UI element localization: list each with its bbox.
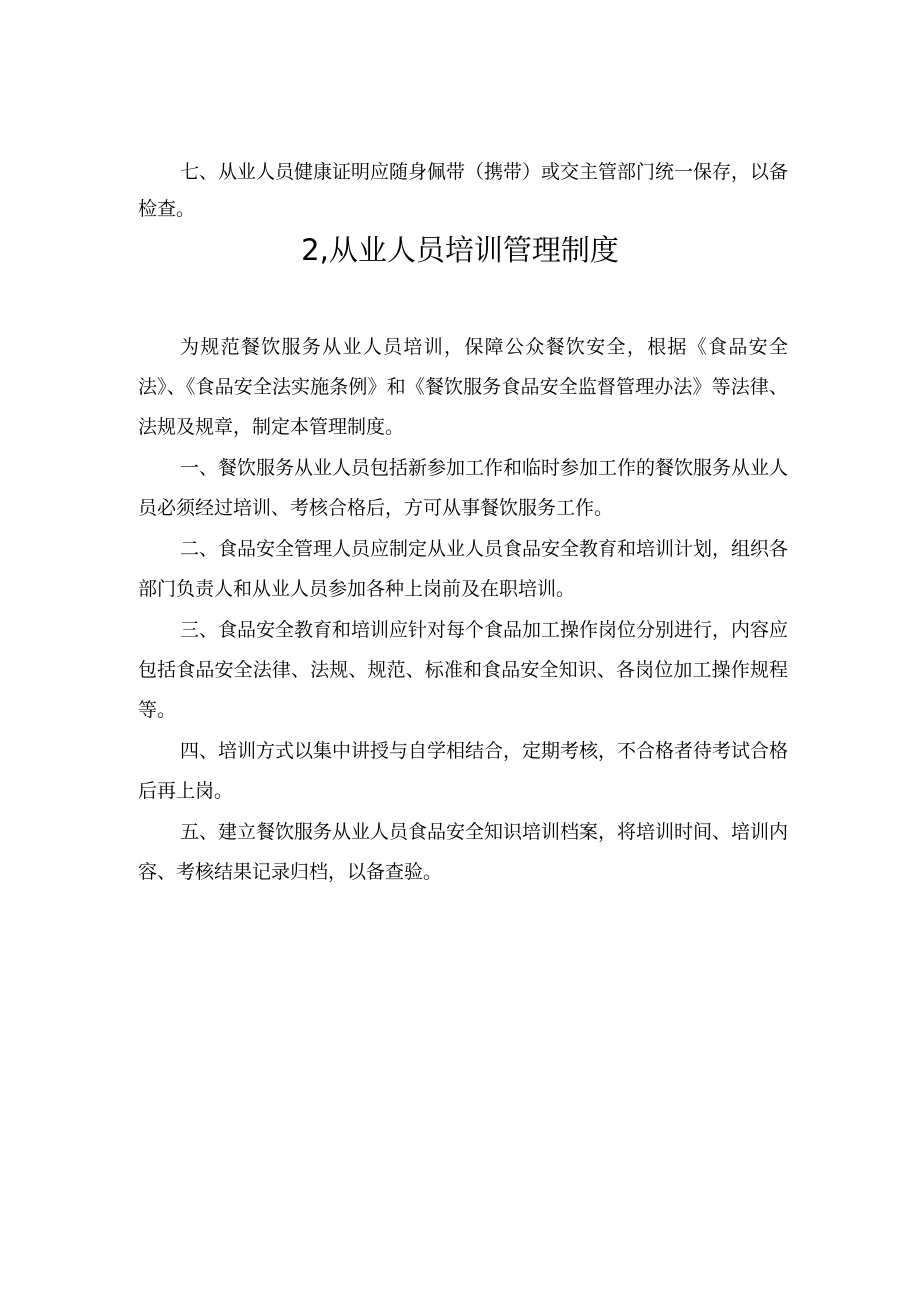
previous-section-item-7: 七、从业人员健康证明应随身佩带（携带）或交主管部门统一保存，以备检查。	[138, 161, 789, 220]
rule-3-paragraph: 三、食品安全教育和培训应针对每个食品加工操作岗位分别进行，内容应包括食品安全法律、法规、规范、标准和食品安全知识、各岗位加工操作规程等。	[138, 619, 789, 721]
rule-4-paragraph: 四、培训方式以集中讲授与自学相结合，定期考核，不合格者待考试合格后再上岗。	[138, 740, 789, 802]
rule-2-paragraph: 二、食品安全管理人员应制定从业人员食品安全教育和培训计划，组织各部门负责人和从业人员参加各种上岗前及在职培训。	[138, 538, 789, 600]
section-body	[138, 327, 788, 893]
rule-5-paragraph: 五、建立餐饮服务从业人员食品安全知识培训档案，将培训时间、培训内容、考核结果记录归档，以备查验。	[138, 821, 789, 883]
section-title: 2,从业人员培训管理制度	[301, 233, 619, 267]
intro-paragraph: 为规范餐饮服务从业人员培训，保障公众餐饮安全，根据《食品安全法》、《食品安全法实施条例》和《餐饮服务食品安全监督管理办法》等法律、法规及规章，制定本管理制度。	[138, 336, 788, 438]
rule-1-paragraph: 一、餐饮服务从业人员包括新参加工作和临时参加工作的餐饮服务从业人员必须经过培训、考核合格后，方可从事餐饮服务工作。	[138, 457, 789, 519]
